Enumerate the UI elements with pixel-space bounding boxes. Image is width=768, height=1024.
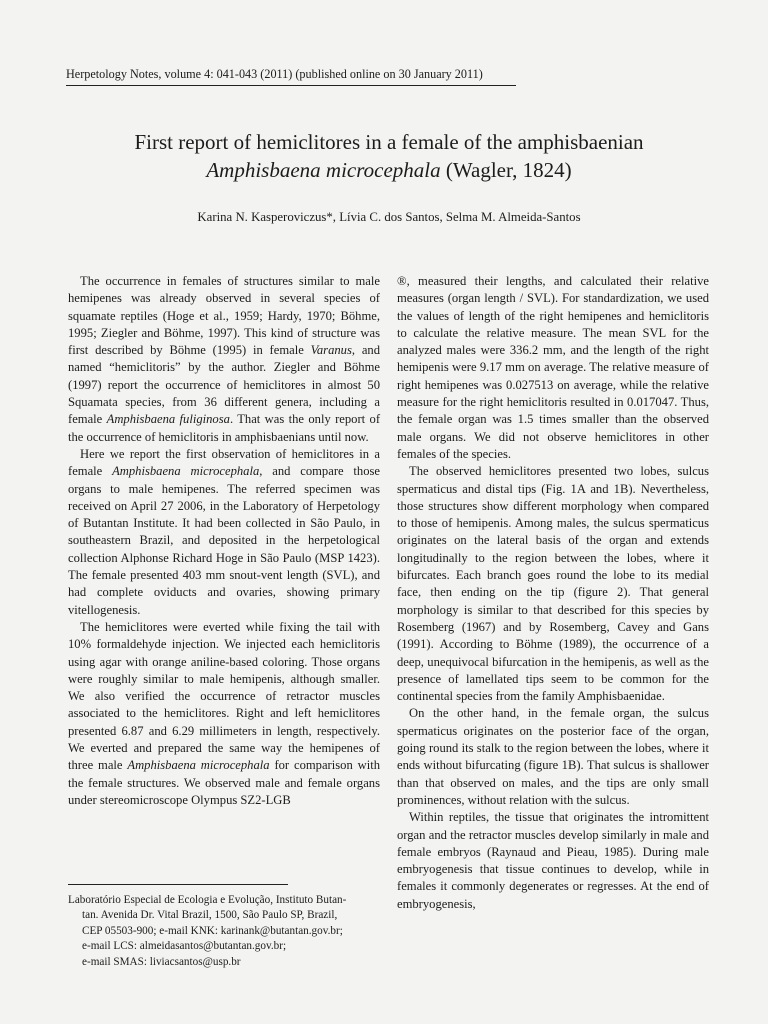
footnote-line: e-mail LCS: almeidasantos@butantan.gov.br; (82, 940, 287, 953)
running-head: Herpetology Notes, volume 4: 041-043 (2011) (published online on 30 January 2011) (66, 67, 483, 81)
author-list: Karina N. Kasperoviczus*, Lívia C. dos Santos, Selma M. Almeida-Santos (197, 210, 581, 224)
paragraph: The observed hemiclitores presented two lobes, sulcus spermaticus and distal tips (Fig. 1A and 1B). Nevertheless, those structures show different morphology when compared to those of hemipenis. Among males, the sulcus spermaticus originates on the lateral basis of the organ and extends longitudinally to the region between the lobes, where it bifurcates. Each branch goes round the lobe to its medial face, then ending on the tip (figure 2). That general morphology is similar to that described for this species by Rosemberg (1967) and by Rosemberg, Cavey and Gans (1991). According to Böhme (1989), the occurrence of a deep, unequivocal bifurcation in the hemipenis, as well as the presence of lamellated tips seem to be common for the continental species from the family Amphisbaenidae. (397, 464, 709, 704)
paragraph: ®, measured their lengths, and calculated their relative measures (organ length / SVL). For standardization, we used the values of length of the right hemipenes and hemiclitoris to calculate the relative measure. The mean SVL for the analyzed males were 336.2 mm, and the length of the right hemipenis were 9.17 mm on average. The relative measure of right hemipenes was 0.027513 on average, while the relative measure for the right hemiclitoris resulted in 0.017047. Thus, the female organ was 1.5 times smaller than the observed male organs. We did not observe hemiclitores in other females of the species. (397, 274, 709, 461)
paragraph: The hemiclitores were everted while fixing the tail with 10% formaldehyde injection. We injected each hemiclitoris using agar with orange aniline-based coloring. Those organs were roughly similar to male hemipenis, although smaller. We also verified the occurrence of retractor muscles associated to the hemiclitores. Right and left hemiclitores presented 6.87 and 6.29 millimeters in length, respectively. We everted and prepared the same way the hemipenes of three male Amphisbaena microcephala for comparison with the female structures. We observed male and female organs under stereomicroscope Olympus SZ2-LGB (68, 619, 380, 807)
footnote-line: Laboratório Especial de Ecologia e Evolução, Instituto Butan- (68, 894, 347, 906)
footnote-line: e-mail SMAS: liviacsantos@usp.br (82, 955, 241, 968)
paragraph: The occurrence in females of structures similar to male hemipenes was already observed in several species of squamate reptiles (Hoge et al., 1959; Hardy, 1970; Böhme, 1995; Ziegler and Böhme, 1997). This kind of structure was first described by Böhme (1995) in female Varanus, and named “hemiclitoris” by the author. Ziegler and Böhme (1997) report the occurrence of hemiclitores in almost 50 Squamata species, from 36 different genera, including a female Amphisbaena fuliginosa. That was the only report of the occurrence of hemiclitoris in amphisbaenians until now. (68, 274, 381, 444)
title-species: Amphisbaena microcephala (206, 158, 441, 182)
title-line-2 (0, 156, 768, 184)
paragraph: Within reptiles, the tissue that originates the intromittent organ and the retractor muscles develop similarly in male and female embryos (Raynaud and Pieau, 1985). During male embryogenesis that tissue continues to develop, while in females it commonly degenerates or regresses. At the end of embryogenesis, (397, 810, 709, 911)
footnote-rule (68, 884, 288, 885)
affiliation-footnote (68, 893, 373, 970)
paragraph: Here we report the first observation of hemiclitores in a female Amphisbaena microcephala, and compare those organs to male hemipenes. The referred specimen was received on April 27 2006, in the Laboratory of Herpetology of Butantan Institute. It had been collected in São Paulo, in southeastern Brazil, and deposited in the herpetological collection Alphonse Richard Hoge in São Paulo (MSP 1423). The female presented 403 mm snout-vent length (SVL), and had complete oviducts and ovaries, showing primary vitellogenesis. (68, 446, 381, 617)
left-column (68, 273, 380, 809)
header-rule (66, 85, 516, 86)
footnote-line: CEP 05503-900; e-mail KNK: karinank@butantan.gov.br; (82, 924, 343, 937)
right-column (397, 273, 709, 913)
title-line-1: First report of hemiclitores in a female of the amphisbaenian (134, 130, 644, 154)
paragraph: On the other hand, in the female organ, the sulcus spermaticus originates on the posterior face of the organ, going round its stalk to the region between the lobes, where it ends without bifurcating (figure 1B). That sulcus is shallower than that observed on males, and the tips are only small prominences, without relation with the sulcus. (397, 706, 709, 807)
footnote-line: tan. Avenida Dr. Vital Brazil, 1500, São Paulo SP, Brazil, (82, 909, 338, 922)
article-title (0, 128, 768, 184)
title-authority: (Wagler, 1824) (440, 158, 572, 182)
